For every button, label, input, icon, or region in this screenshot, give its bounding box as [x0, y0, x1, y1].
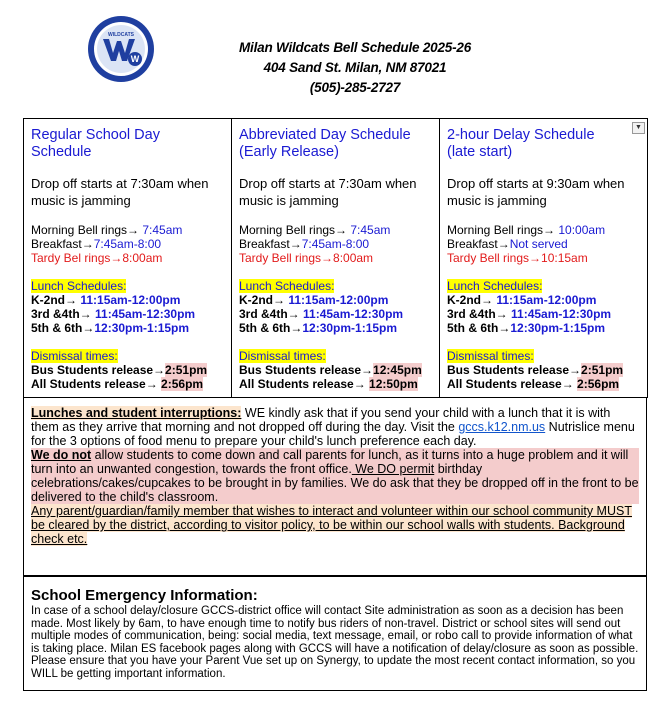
lunch-policy-paragraph: Lunches and student interruptions: WE kindly ask that if you send your child with a lunch that it is with them as they arrive that morning and not dropped off during the day. Visit the gccs.k12.nm.us Nutrislice menu for the 3 options of food menu to prepare your child's lunch preference each day. — [31, 406, 635, 448]
bell-block: Morning Bell rings→ 7:45am Breakfast→7:45am-8:00 Tardy Bell rings→8:00am — [239, 223, 433, 265]
district-website-link[interactable]: gccs.k12.nm.us — [458, 420, 546, 434]
lunch-title: Lunch Schedules: — [239, 279, 335, 293]
tardy-text: Tardy Bell rings→10:15am — [447, 251, 588, 265]
lunch-title: Lunch Schedules: — [31, 279, 127, 293]
lunch-block: Lunch Schedules: K-2nd→ 11:15am-12:00pm 3rd &4th→ 11:45am-12:30pm 5th & 6th→12:30pm-1:15pm — [447, 279, 612, 335]
dropoff-text: Drop off starts at 7:30am when music is jamming — [31, 176, 209, 208]
lunch-title: Lunch Schedules: — [447, 279, 543, 293]
emergency-title: School Emergency Information: — [31, 587, 258, 604]
volunteer-paragraph: Any parent/guardian/family member that wishes to interact and volunteer within our school community MUST be cleared by the district, according to visitor policy, to be within our school walls with students. Background check etc. — [31, 504, 632, 546]
page-header — [180, 38, 530, 98]
school-logo — [87, 15, 155, 83]
bell-block: Morning Bell rings→ 10:00am Breakfast→Not served Tardy Bell rings→10:15am — [447, 223, 641, 265]
header-address: 404 Sand St. Milan, NM 87021 — [263, 60, 447, 75]
tardy-text: Tardy Bell rings→8:00am — [239, 251, 374, 265]
bell-block: Morning Bell rings→ 7:45am Breakfast→7:45am-8:00 Tardy Bel rings→8:00am — [31, 223, 225, 265]
schedule-column-delay — [440, 119, 648, 398]
dismissal-block: Dismissal times: Bus Students release→12:45pm All Students release→ 12:50pm — [239, 349, 422, 391]
emergency-section — [23, 576, 647, 691]
dismissal-title: Dismissal times: — [239, 349, 326, 363]
header-phone: (505)-285-2727 — [309, 80, 401, 95]
dismissal-block: Dismissal times: Bus Students release→2:51pm All Students release→ 2:56pm — [31, 349, 208, 391]
emergency-body: In case of a school delay/closure GCCS-district office will contact Site administration as soon as a decision has been made. Most likely by 6am, to have enough time to notify bus riders of non-travel. District or school sites will send out multiple modes of communication, being: social media, text message, email, or robo call to provide information of what is taking place. Milan ES facebook pages along with GCCS will have a notification of delay/closure as soon as possible. Please ensure that you have your Parent Vue set up on Synergy, to update the most recent contact information, so you WILL be getting important information. — [31, 605, 639, 680]
lunch-block: Lunch Schedules: K-2nd→ 11:15am-12:00pm 3rd &4th→ 11:45am-12:30pm 5th & 6th→12:30pm-1:15pm — [239, 279, 404, 335]
dismissal-block: Dismissal times: Bus Students release→2:51pm All Students release→ 2:56pm — [447, 349, 624, 391]
triangle-down-icon[interactable]: ▼ — [632, 122, 645, 134]
lunch-policy-section — [23, 398, 647, 576]
dismissal-title: Dismissal times: — [447, 349, 534, 363]
column-title: Regular School Day Schedule — [31, 127, 160, 160]
schedule-column-regular — [24, 119, 232, 398]
no-calls-paragraph: We do not allow students to come down and call parents for lunch, as it turns into a huge problem and it will turn into an unwanted congestion, towards the front office. We DO permit birthday celebrations/cakes/cupcakes to be brought in by families. We do ask that they be dropped off in the front to be delivered to the child's classroom. — [31, 448, 639, 504]
lunch-policy-heading: Lunches and student interruptions: — [31, 406, 242, 420]
dropoff-text: Drop off starts at 9:30am when music is jamming — [447, 176, 625, 208]
dismissal-title: Dismissal times: — [31, 349, 118, 363]
column-title: 2-hour Delay Schedule (late start) — [447, 127, 595, 160]
dropoff-text: Drop off starts at 7:30am when music is jamming — [239, 176, 417, 208]
logo-text: WILDCATS — [107, 32, 135, 38]
schedule-column-abbreviated — [232, 119, 440, 398]
schedule-table — [23, 118, 648, 398]
lunch-block: Lunch Schedules: K-2nd→ 11:15am-12:00pm 3rd &4th→ 11:45am-12:30pm 5th & 6th→12:30pm-1:15pm — [31, 279, 196, 335]
tardy-text: Tardy Bel rings→8:00am — [31, 251, 163, 265]
header-title: Milan Wildcats Bell Schedule 2025-26 — [238, 40, 472, 55]
column-title: Abbreviated Day Schedule (Early Release) — [239, 127, 411, 160]
logo-letter: W — [130, 54, 140, 64]
